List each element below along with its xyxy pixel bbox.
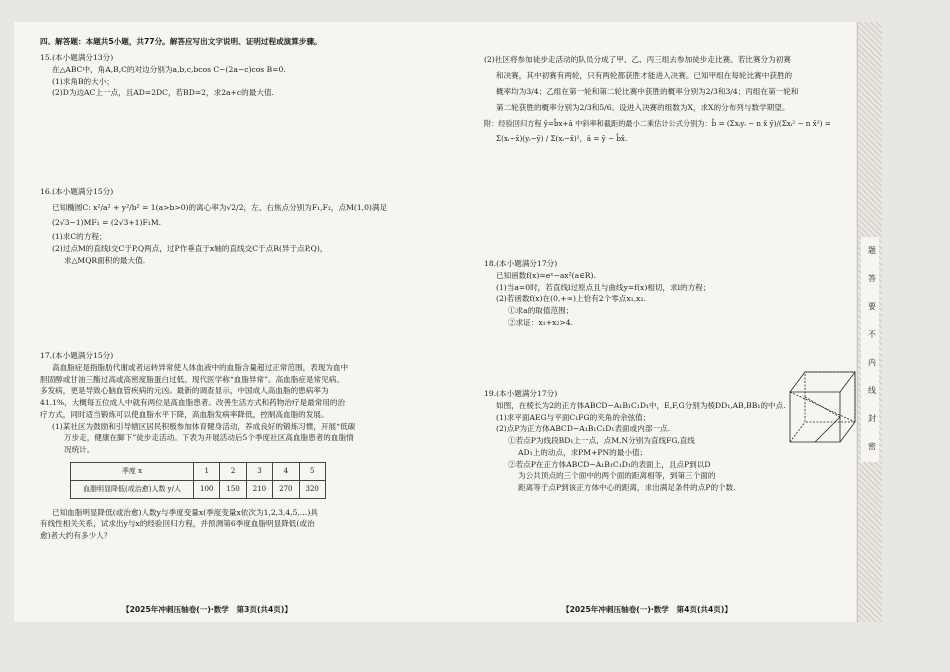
q18-stem: 已知函数f(x)=eˣ−ax²(a∈R). [496,270,596,280]
q19-part2-b1: ②若点P在正方体ABCD−A₁B₁C₁D₁的表面上，且点P到以D [508,459,711,469]
binding-strip [857,22,882,622]
left-page-footer: 【2025年冲刺压轴卷(一)·数学 第3页(共4页)】 [122,605,292,614]
q17-formula-2: Σ(xᵢ−x̄)(yᵢ−ȳ) / Σ(xᵢ−x̄)²，â = ȳ − b̂x̄. [496,133,628,143]
q18-part2: (2)若函数f(x)在(0,+∞)上恰有2个零点x₁,x₂. [496,294,646,304]
table-cell: 2 [220,462,246,480]
q18-header: 18.(本小题满分17分) [484,259,558,268]
seal-char: 题 [868,246,876,255]
q17-part1-1: (1)某社区为鼓励和引导辖区居民积极参加体育健身活动，养成良好的锻炼习惯，开展“低碳 [52,421,356,431]
q19-part1: (1)求平面AEG与平面C₁FG的夹角的余弦值； [496,412,651,422]
q15-part1: (1)求角B的大小； [52,76,114,86]
table-row [71,480,326,498]
q17-after-3: 愈)者大约有多少人？ [40,531,112,541]
section-header: 四、解答题：本题共5小题，共77分。解答应写出文字说明、证明过程或演算步骤。 [40,37,322,46]
q18-part2-b: ②求证：x₁+x₂>4. [508,317,573,327]
binding-band [861,237,879,462]
q19-part2-a2: AD₁上的动点，求PM+PN的最小值； [518,447,648,457]
seal-char: 内 [868,358,876,367]
question-19 [484,388,786,494]
q19-part2-b3: 距离等于点P到该正方体中心的距离，求出满足条件的点P的个数. [518,483,736,493]
q16-part2: (2)过点M的直线l交C于P,Q两点，过P作垂直于x轴的直线交C于点R(异于点P,Q)， [52,243,328,253]
seal-char: 要 [868,302,876,311]
seal-char: 线 [868,386,876,395]
table-cell: 320 [299,480,325,498]
q17-text-5: 疗方式，同时适当锻炼可以使血脂水平下降，高血脂发病率降低，控制高血脂的发展。 [40,409,329,419]
q17-part2-2: 和决赛，其中初赛有两轮，只有两轮都获胜才能进入决赛。已知甲组在每轮比赛中获胜的 [496,70,793,80]
seal-char: 封 [868,414,876,423]
q17-header: 17.(本小题满分15分) [40,351,114,360]
q16-header: 16.(本小题满分15分) [40,187,114,196]
question-16 [40,184,387,267]
question-17 [40,350,355,542]
question-18 [484,258,710,329]
q17-formula-1: 附：经验回归方程 ŷ=b̂x+â 中斜率和截距的最小二乘估计公式分别为：b̂ = (Σxᵢyᵢ − n x̄ ȳ)/(Σxᵢ² − n x̄²) = [484,118,831,128]
question-15 [40,52,286,99]
q17-after-2: 有线性相关关系，试求出y与x的经验回归方程，并预测第6季度血脂明显降低(或治 [40,519,315,529]
q19-header: 19.(本小题满分17分) [484,389,558,398]
q17-part2-3: 概率均为3/4；乙组在第一轮和第二轮比赛中获胜的概率分别为2/3和3/4；丙组在第一轮和 [496,86,799,96]
q16-condition: (2√3−1)MF₁ = (2√3+1)F₁M. [52,218,162,228]
table-cell: 270 [273,480,299,498]
q17-part2-4: 第二轮获胜的概率分别为2/3和5/6。设进入决赛的组数为X，求X的分布列与数学期望。 [496,102,790,112]
q18-part2-a: ①求a的取值范围； [508,306,574,316]
table-cell: 4 [273,462,299,480]
q17-text-2: 胆固醇或甘油三酯过高或高密度脂蛋白过低。现代医学称“血脂异常”。高血脂症是常见病、 [40,374,344,384]
q17-part1-3: 况统计。 [64,445,95,455]
table-cell: 5 [299,462,325,480]
q16-stem: 已知椭圆C: x²/a² + y²/b² = 1(a>b>0)的离心率为√2/2，左、右焦点分别为F₁,F₂，点M(1,0)满足 [52,202,388,212]
q19-part2-a1: ①若点P为线段BD₁上一点，点M,N分别为直线FG,直线 [508,436,695,446]
q15-header: 15.(本小题满分13分) [40,53,114,62]
cube-figure [780,362,865,452]
q17-after-1: 已知血脂明显降低(或治愈)人数y与季度变量x(季度变量x依次为1,2,3,4,5,…)具 [52,507,318,517]
question-17-continued [484,52,831,146]
q17-part2-1: (2)社区将参加徒步走活动的队员分成了甲、乙、丙三组去参加徒步走比赛。若比赛分为初赛 [484,55,791,64]
table-cell: 1 [194,462,220,480]
seal-char: 答 [868,274,876,283]
table-cell: 150 [220,480,246,498]
q17-data-table [70,462,326,499]
q19-stem: 如图，在棱长为2的正方体ABCD−A₁B₁C₁D₁中，E,F,G分别为棱DD₁,AB,BB₁的中点. [496,400,786,410]
q17-text-1: 高血脂症是指脂肪代谢或者运转异常使人体血液中的血脂含量超过正常范围，表现为血中 [52,362,349,372]
table-cell: 210 [246,480,272,498]
q18-part1: (1)当a=0时，若直线l过原点且与曲线y=f(x)相切，求l的方程； [496,282,711,292]
exam-sheet [14,22,856,622]
q19-part2-b2: 为公共顶点的三个面中的两个面的距离相等，到第三个面的 [518,471,716,481]
table-header-quarter: 季度 x [71,462,194,480]
seal-char: 密 [868,442,876,451]
q17-part1-2: 万步走，健康在脚下”徒步走活动。下表为开展活动后5个季度社区高血脂患者的血脂情 [64,433,354,443]
table-cell: 100 [194,480,220,498]
q16-part1: (1)求C的方程； [52,231,107,241]
seal-char: 不 [868,330,876,339]
q15-part2: (2)D为边AC上一点，且AD=2DC，若BD=2，求2a+c的最大值. [52,88,274,98]
right-page-footer: 【2025年冲刺压轴卷(一)·数学 第4页(共4页)】 [562,605,732,614]
q19-part2: (2)点P为正方体ABCD−A₁B₁C₁D₁表面或内部一点. [496,424,671,434]
q17-text-3: 多发病，更是导致心脑血管疾病的元凶。最新的调查显示，中国成人高血脂的患病率为 [40,386,329,396]
table-cell: 3 [246,462,272,480]
q17-text-4: 41.1%，大概每五位成人中就有两位是高血脂患者。改善生活方式和药物治疗是最常用的治 [40,398,346,408]
q15-stem: 在△ABC中，角A,B,C的对边分别为a,b,c,bcos C−(2a−c)cos B=0. [52,64,286,74]
q16-part2-cont: 求△MQR面积的最大值. [64,255,146,265]
table-row [71,462,326,480]
table-header-count: 血脂明显降低(或治愈)人数 y/人 [71,480,194,498]
